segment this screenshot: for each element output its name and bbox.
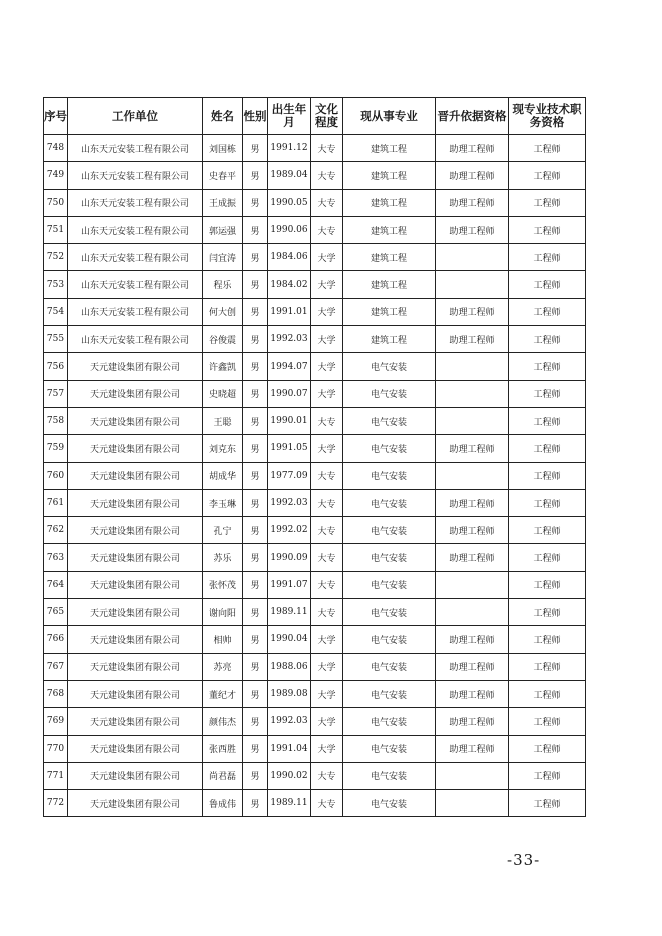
- table-row: [44, 762, 586, 789]
- cell-title: 工程师: [509, 489, 586, 516]
- table-row: [44, 571, 586, 598]
- cell-gender: 男: [243, 790, 268, 817]
- cell-major: 电气安装: [343, 544, 436, 571]
- cell-basis: [436, 462, 509, 489]
- cell-major: 建筑工程: [343, 135, 436, 162]
- cell-basis: 助理工程师: [436, 680, 509, 707]
- cell-gender: 男: [243, 326, 268, 353]
- table-row: [44, 244, 586, 271]
- table-row: [44, 380, 586, 407]
- cell-index: 757: [44, 380, 68, 407]
- cell-basis: [436, 353, 509, 380]
- cell-gender: 男: [243, 407, 268, 434]
- cell-major: 电气安装: [343, 462, 436, 489]
- cell-name: 李玉琳: [203, 489, 243, 516]
- cell-name: 史春平: [203, 162, 243, 189]
- cell-basis: 助理工程师: [436, 708, 509, 735]
- cell-major: 电气安装: [343, 735, 436, 762]
- cell-education: 大学: [311, 298, 343, 325]
- cell-title: 工程师: [509, 135, 586, 162]
- cell-index: 755: [44, 326, 68, 353]
- header-index: 序号: [44, 98, 68, 135]
- header-basis: 晋升依据资格: [436, 98, 509, 135]
- cell-major: 电气安装: [343, 380, 436, 407]
- cell-major: 建筑工程: [343, 326, 436, 353]
- cell-gender: 男: [243, 489, 268, 516]
- cell-gender: 男: [243, 626, 268, 653]
- cell-title: 工程师: [509, 189, 586, 216]
- cell-unit: 山东天元安装工程有限公司: [68, 326, 203, 353]
- cell-unit: 天元建设集团有限公司: [68, 353, 203, 380]
- cell-gender: 男: [243, 708, 268, 735]
- cell-basis: [436, 380, 509, 407]
- header-name: 姓名: [203, 98, 243, 135]
- cell-basis: 助理工程师: [436, 326, 509, 353]
- cell-title: 工程师: [509, 380, 586, 407]
- cell-basis: 助理工程师: [436, 735, 509, 762]
- cell-title: 工程师: [509, 571, 586, 598]
- cell-birth: 1990.07: [268, 380, 311, 407]
- cell-birth: 1992.03: [268, 326, 311, 353]
- cell-major: 建筑工程: [343, 271, 436, 298]
- cell-unit: 天元建设集团有限公司: [68, 489, 203, 516]
- cell-title: 工程师: [509, 517, 586, 544]
- cell-major: 建筑工程: [343, 244, 436, 271]
- cell-index: 771: [44, 762, 68, 789]
- cell-name: 颜伟杰: [203, 708, 243, 735]
- cell-birth: 1989.08: [268, 680, 311, 707]
- cell-title: 工程师: [509, 244, 586, 271]
- cell-index: 752: [44, 244, 68, 271]
- cell-education: 大学: [311, 735, 343, 762]
- cell-name: 闫宜涛: [203, 244, 243, 271]
- cell-unit: 天元建设集团有限公司: [68, 653, 203, 680]
- table-row: [44, 489, 586, 516]
- header-unit: 工作单位: [68, 98, 203, 135]
- header-education: 文化程度: [311, 98, 343, 135]
- table-row: [44, 298, 586, 325]
- cell-name: 谷俊震: [203, 326, 243, 353]
- cell-unit: 天元建设集团有限公司: [68, 571, 203, 598]
- cell-birth: 1991.04: [268, 735, 311, 762]
- cell-basis: 助理工程师: [436, 435, 509, 462]
- cell-name: 史晓超: [203, 380, 243, 407]
- cell-name: 董纪才: [203, 680, 243, 707]
- page-number: -33-: [507, 851, 541, 869]
- cell-education: 大专: [311, 790, 343, 817]
- cell-index: 766: [44, 626, 68, 653]
- cell-unit: 天元建设集团有限公司: [68, 708, 203, 735]
- table-row: [44, 790, 586, 817]
- cell-gender: 男: [243, 216, 268, 243]
- cell-unit: 天元建设集团有限公司: [68, 735, 203, 762]
- cell-index: 758: [44, 407, 68, 434]
- cell-unit: 天元建设集团有限公司: [68, 462, 203, 489]
- cell-unit: 天元建设集团有限公司: [68, 517, 203, 544]
- cell-index: 762: [44, 517, 68, 544]
- table-row: [44, 544, 586, 571]
- cell-major: 电气安装: [343, 790, 436, 817]
- cell-birth: 1994.07: [268, 353, 311, 380]
- cell-unit: 天元建设集团有限公司: [68, 762, 203, 789]
- cell-education: 大学: [311, 380, 343, 407]
- cell-index: 765: [44, 599, 68, 626]
- cell-basis: [436, 571, 509, 598]
- table-body: [44, 135, 586, 817]
- cell-gender: 男: [243, 735, 268, 762]
- cell-major: 电气安装: [343, 599, 436, 626]
- cell-education: 大专: [311, 544, 343, 571]
- cell-major: 电气安装: [343, 517, 436, 544]
- cell-gender: 男: [243, 353, 268, 380]
- cell-title: 工程师: [509, 271, 586, 298]
- cell-index: 764: [44, 571, 68, 598]
- cell-basis: 助理工程师: [436, 544, 509, 571]
- cell-unit: 天元建设集团有限公司: [68, 544, 203, 571]
- cell-education: 大专: [311, 599, 343, 626]
- cell-birth: 1992.03: [268, 708, 311, 735]
- table-row: [44, 708, 586, 735]
- cell-unit: 山东天元安装工程有限公司: [68, 135, 203, 162]
- cell-gender: 男: [243, 298, 268, 325]
- cell-education: 大专: [311, 489, 343, 516]
- cell-title: 工程师: [509, 407, 586, 434]
- cell-name: 郭运强: [203, 216, 243, 243]
- cell-basis: [436, 271, 509, 298]
- table-row: [44, 135, 586, 162]
- cell-gender: 男: [243, 571, 268, 598]
- cell-title: 工程师: [509, 326, 586, 353]
- header-row: [44, 98, 586, 135]
- cell-education: 大专: [311, 216, 343, 243]
- cell-unit: 山东天元安装工程有限公司: [68, 298, 203, 325]
- cell-unit: 天元建设集团有限公司: [68, 626, 203, 653]
- cell-birth: 1990.02: [268, 762, 311, 789]
- cell-birth: 1990.01: [268, 407, 311, 434]
- cell-major: 电气安装: [343, 708, 436, 735]
- cell-index: 772: [44, 790, 68, 817]
- cell-unit: 山东天元安装工程有限公司: [68, 244, 203, 271]
- cell-gender: 男: [243, 380, 268, 407]
- cell-major: 电气安装: [343, 626, 436, 653]
- cell-gender: 男: [243, 162, 268, 189]
- cell-name: 苏乐: [203, 544, 243, 571]
- table-row: [44, 216, 586, 243]
- cell-birth: 1989.11: [268, 599, 311, 626]
- cell-birth: 1990.04: [268, 626, 311, 653]
- cell-name: 胡成华: [203, 462, 243, 489]
- cell-unit: 天元建设集团有限公司: [68, 680, 203, 707]
- cell-education: 大学: [311, 435, 343, 462]
- cell-birth: 1989.04: [268, 162, 311, 189]
- cell-unit: 山东天元安装工程有限公司: [68, 189, 203, 216]
- cell-gender: 男: [243, 435, 268, 462]
- cell-basis: 助理工程师: [436, 653, 509, 680]
- cell-birth: 1977.09: [268, 462, 311, 489]
- cell-education: 大学: [311, 271, 343, 298]
- cell-gender: 男: [243, 653, 268, 680]
- cell-title: 工程师: [509, 735, 586, 762]
- cell-basis: [436, 790, 509, 817]
- cell-title: 工程师: [509, 162, 586, 189]
- cell-basis: [436, 599, 509, 626]
- cell-unit: 天元建设集团有限公司: [68, 599, 203, 626]
- table-row: [44, 326, 586, 353]
- cell-basis: [436, 762, 509, 789]
- cell-gender: 男: [243, 544, 268, 571]
- cell-education: 大专: [311, 135, 343, 162]
- cell-name: 谢向阳: [203, 599, 243, 626]
- cell-major: 电气安装: [343, 762, 436, 789]
- cell-title: 工程师: [509, 462, 586, 489]
- cell-title: 工程师: [509, 353, 586, 380]
- cell-birth: 1989.11: [268, 790, 311, 817]
- cell-education: 大学: [311, 626, 343, 653]
- cell-basis: [436, 407, 509, 434]
- cell-unit: 山东天元安装工程有限公司: [68, 216, 203, 243]
- table-row: [44, 435, 586, 462]
- cell-name: 程乐: [203, 271, 243, 298]
- cell-gender: 男: [243, 135, 268, 162]
- cell-education: 大专: [311, 462, 343, 489]
- cell-birth: 1991.07: [268, 571, 311, 598]
- cell-gender: 男: [243, 189, 268, 216]
- cell-name: 张西胜: [203, 735, 243, 762]
- table-row: [44, 462, 586, 489]
- table-row: [44, 517, 586, 544]
- cell-unit: 天元建设集团有限公司: [68, 435, 203, 462]
- cell-education: 大学: [311, 353, 343, 380]
- cell-major: 电气安装: [343, 435, 436, 462]
- cell-basis: 助理工程师: [436, 189, 509, 216]
- cell-name: 尚君磊: [203, 762, 243, 789]
- table-row: [44, 599, 586, 626]
- cell-major: 建筑工程: [343, 216, 436, 243]
- cell-index: 767: [44, 653, 68, 680]
- cell-gender: 男: [243, 462, 268, 489]
- cell-name: 苏亮: [203, 653, 243, 680]
- cell-name: 相帅: [203, 626, 243, 653]
- cell-gender: 男: [243, 517, 268, 544]
- cell-education: 大专: [311, 162, 343, 189]
- cell-unit: 天元建设集团有限公司: [68, 407, 203, 434]
- cell-unit: 天元建设集团有限公司: [68, 380, 203, 407]
- cell-gender: 男: [243, 244, 268, 271]
- cell-birth: 1984.06: [268, 244, 311, 271]
- cell-major: 建筑工程: [343, 298, 436, 325]
- cell-name: 王聪: [203, 407, 243, 434]
- cell-title: 工程师: [509, 298, 586, 325]
- table-row: [44, 353, 586, 380]
- cell-title: 工程师: [509, 762, 586, 789]
- cell-education: 大学: [311, 653, 343, 680]
- cell-name: 刘克东: [203, 435, 243, 462]
- cell-title: 工程师: [509, 544, 586, 571]
- cell-unit: 山东天元安装工程有限公司: [68, 271, 203, 298]
- header-title: 现专业技术职务资格: [509, 98, 586, 135]
- cell-birth: 1991.05: [268, 435, 311, 462]
- cell-education: 大学: [311, 244, 343, 271]
- cell-title: 工程师: [509, 680, 586, 707]
- cell-gender: 男: [243, 762, 268, 789]
- cell-education: 大专: [311, 407, 343, 434]
- cell-unit: 山东天元安装工程有限公司: [68, 162, 203, 189]
- cell-index: 770: [44, 735, 68, 762]
- table-row: [44, 735, 586, 762]
- cell-name: 许鑫凯: [203, 353, 243, 380]
- cell-index: 769: [44, 708, 68, 735]
- cell-title: 工程师: [509, 708, 586, 735]
- table-row: [44, 271, 586, 298]
- cell-birth: 1990.09: [268, 544, 311, 571]
- cell-major: 电气安装: [343, 489, 436, 516]
- cell-index: 768: [44, 680, 68, 707]
- cell-title: 工程师: [509, 653, 586, 680]
- cell-major: 建筑工程: [343, 162, 436, 189]
- cell-index: 761: [44, 489, 68, 516]
- cell-major: 电气安装: [343, 571, 436, 598]
- cell-index: 753: [44, 271, 68, 298]
- cell-unit: 天元建设集团有限公司: [68, 790, 203, 817]
- cell-birth: 1992.03: [268, 489, 311, 516]
- cell-gender: 男: [243, 680, 268, 707]
- cell-basis: 助理工程师: [436, 162, 509, 189]
- cell-major: 电气安装: [343, 680, 436, 707]
- cell-name: 王成振: [203, 189, 243, 216]
- cell-index: 748: [44, 135, 68, 162]
- cell-birth: 1988.06: [268, 653, 311, 680]
- cell-major: 建筑工程: [343, 189, 436, 216]
- cell-basis: 助理工程师: [436, 298, 509, 325]
- cell-education: 大学: [311, 326, 343, 353]
- table-row: [44, 407, 586, 434]
- cell-title: 工程师: [509, 626, 586, 653]
- cell-gender: 男: [243, 271, 268, 298]
- cell-basis: 助理工程师: [436, 216, 509, 243]
- cell-gender: 男: [243, 599, 268, 626]
- cell-basis: 助理工程师: [436, 135, 509, 162]
- table-row: [44, 162, 586, 189]
- cell-basis: 助理工程师: [436, 626, 509, 653]
- cell-basis: [436, 244, 509, 271]
- cell-education: 大专: [311, 762, 343, 789]
- cell-name: 何大创: [203, 298, 243, 325]
- cell-index: 763: [44, 544, 68, 571]
- cell-education: 大学: [311, 680, 343, 707]
- cell-education: 大专: [311, 571, 343, 598]
- header-major: 现从事专业: [343, 98, 436, 135]
- personnel-table: [43, 97, 586, 817]
- cell-birth: 1990.06: [268, 216, 311, 243]
- table-row: [44, 626, 586, 653]
- table-row: [44, 680, 586, 707]
- cell-index: 750: [44, 189, 68, 216]
- cell-basis: 助理工程师: [436, 489, 509, 516]
- table-row: [44, 189, 586, 216]
- cell-birth: 1984.02: [268, 271, 311, 298]
- cell-major: 电气安装: [343, 407, 436, 434]
- cell-birth: 1992.02: [268, 517, 311, 544]
- cell-basis: 助理工程师: [436, 517, 509, 544]
- cell-title: 工程师: [509, 599, 586, 626]
- cell-name: 张怀茂: [203, 571, 243, 598]
- cell-major: 电气安装: [343, 653, 436, 680]
- cell-index: 759: [44, 435, 68, 462]
- cell-birth: 1991.01: [268, 298, 311, 325]
- cell-index: 751: [44, 216, 68, 243]
- cell-index: 749: [44, 162, 68, 189]
- cell-name: 鲁成伟: [203, 790, 243, 817]
- header-birth: 出生年月: [268, 98, 311, 135]
- cell-title: 工程师: [509, 790, 586, 817]
- table-header: [44, 98, 586, 135]
- cell-title: 工程师: [509, 435, 586, 462]
- cell-title: 工程师: [509, 216, 586, 243]
- cell-birth: 1990.05: [268, 189, 311, 216]
- cell-name: 孔宁: [203, 517, 243, 544]
- cell-birth: 1991.12: [268, 135, 311, 162]
- cell-major: 电气安装: [343, 353, 436, 380]
- cell-index: 760: [44, 462, 68, 489]
- cell-index: 754: [44, 298, 68, 325]
- header-gender: 性别: [243, 98, 268, 135]
- table-row: [44, 653, 586, 680]
- cell-name: 刘国栋: [203, 135, 243, 162]
- cell-index: 756: [44, 353, 68, 380]
- cell-education: 大学: [311, 708, 343, 735]
- cell-education: 大专: [311, 517, 343, 544]
- cell-education: 大专: [311, 189, 343, 216]
